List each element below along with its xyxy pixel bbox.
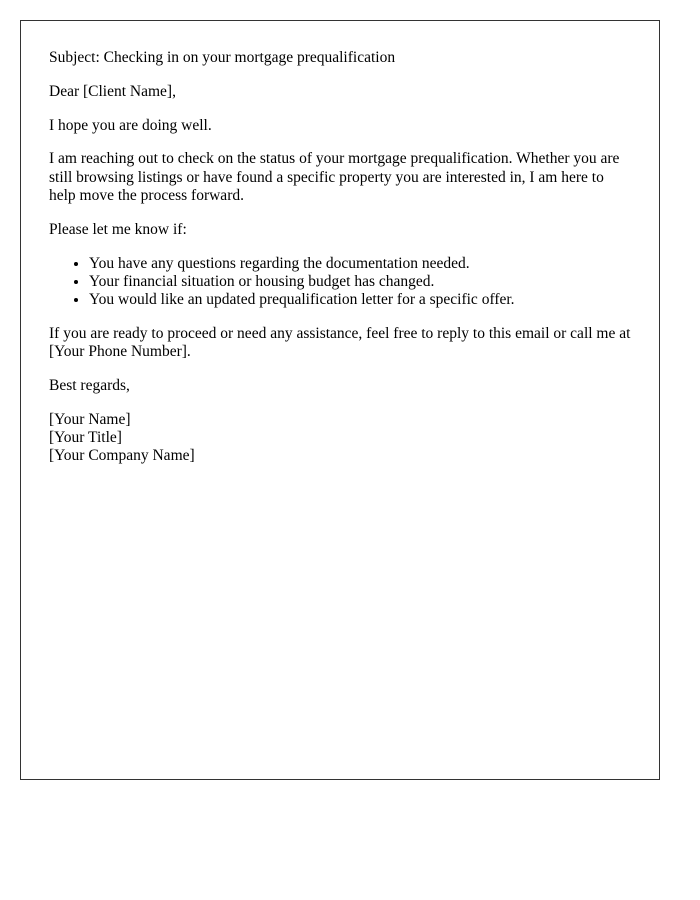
subject-line: Subject: Checking in on your mortgage prequalification — [49, 49, 396, 66]
closing-paragraph: If you are ready to proceed or need any assistance, feel free to reply to this email or call me at [Your Phone Number]. — [49, 324, 631, 361]
signature-company: [Your Company Name] — [49, 447, 195, 465]
list-item: • Your financial situation or housing budget has changed. — [89, 273, 631, 291]
signature-title: [Your Title] — [49, 429, 122, 447]
signature-name: [Your Name] — [49, 410, 131, 428]
list-item: • You would like an updated prequalification letter for a specific offer. — [89, 291, 631, 309]
sign-off: Best regards, — [49, 377, 130, 395]
list-item: • You have any questions regarding the documentation needed. — [89, 255, 631, 273]
greeting: Dear [Client Name], — [49, 82, 176, 100]
opening-paragraph: I hope you are doing well. — [49, 116, 212, 134]
request-list — [49, 255, 631, 310]
body-paragraph: I am reaching out to check on the status of your mortgage prequalification. Whether you are still browsing listings or have found a specific property you are interested in, I am here to help move the process forward. — [49, 150, 620, 204]
signature-block — [49, 411, 631, 466]
letter-container — [20, 20, 660, 780]
list-intro: Please let me know if: — [49, 220, 187, 238]
